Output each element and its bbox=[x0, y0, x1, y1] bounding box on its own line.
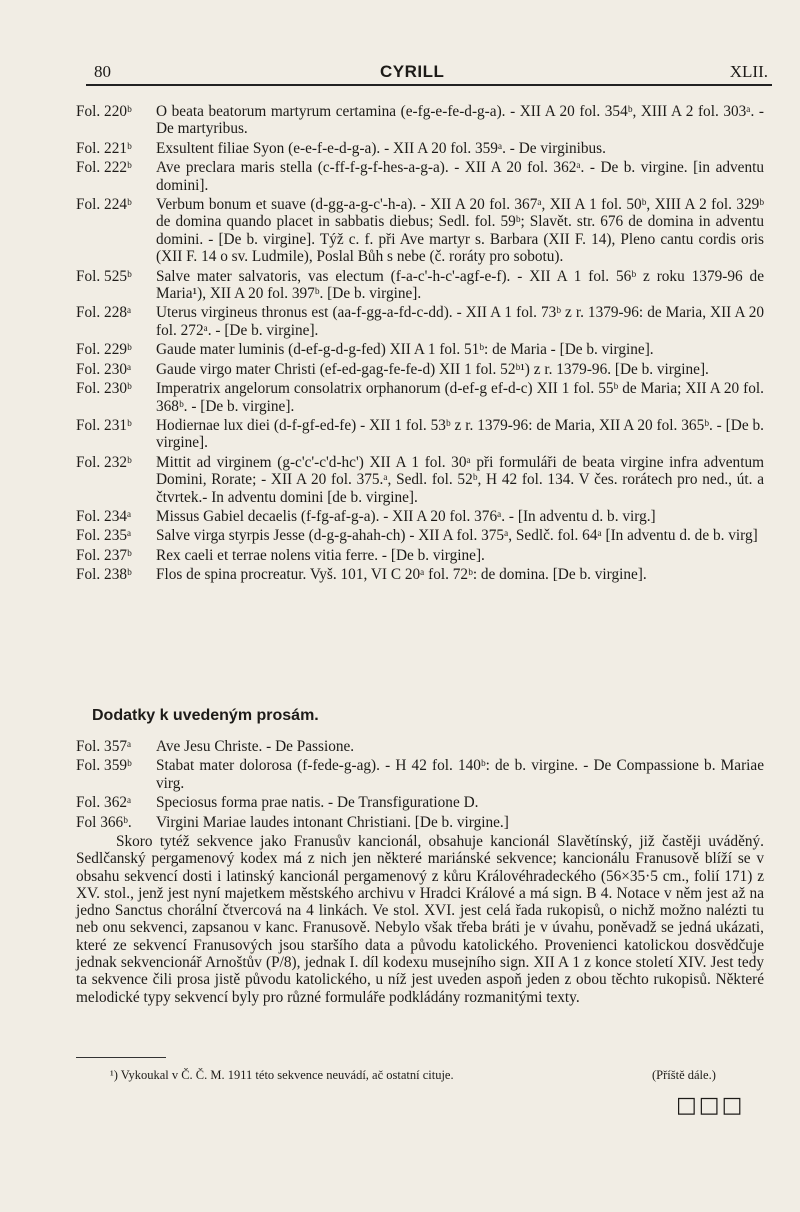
entry-text: Exsultent filiae Syon (e-e-f-e-d-g-a). - XII A 20 fol. 359ᵃ. - De virginibus. bbox=[156, 139, 606, 157]
list-item bbox=[76, 380, 764, 415]
list-item bbox=[76, 196, 764, 266]
entry-text: Virgini Mariae laudes intonant Christiani. [De b. virgine.] bbox=[156, 813, 509, 831]
list-item bbox=[76, 341, 764, 358]
folio-ref: Fol. 235ᵃ bbox=[76, 527, 132, 545]
list-item bbox=[76, 547, 764, 564]
end-mark: □□□ bbox=[676, 1093, 745, 1118]
entry-text: Salve mater salvatoris, vas electum (f-a-c'-h-c'-agf-e-f). - XII A 1 fol. 56ᵇ z roku 1379-96 de Maria¹), XII A 20 fol. 397ᵇ. [De b. virgine]. bbox=[156, 267, 764, 303]
list-item bbox=[76, 140, 764, 157]
folio-ref: Fol. 525ᵇ bbox=[76, 267, 132, 285]
folio-ref: Fol. 359ᵇ bbox=[76, 757, 132, 775]
folio-ref: Fol. 237ᵇ bbox=[76, 546, 132, 564]
folio-ref: Fol. 357ᵃ bbox=[76, 738, 132, 755]
folio-ref: Fol. 222ᵇ bbox=[76, 159, 132, 177]
folio-ref: Fol. 220ᵇ bbox=[76, 103, 132, 120]
folio-ref: Fol. 230ᵇ bbox=[76, 380, 132, 398]
section-heading: Dodatky k uvedeným prosám. bbox=[92, 707, 319, 724]
entry-text: O beata beatorum martyrum certamina (e-fg-e-fe-d-g-a). - XII A 20 fol. 354ᵇ, XIII A 2 fol. 303ᵃ. - De martyribus. bbox=[156, 103, 764, 138]
folio-ref: Fol. 232ᵇ bbox=[76, 453, 132, 471]
list-item bbox=[76, 794, 764, 811]
entry-text: Salve virga styrpis Jesse (d-g-g-ahah-ch) - XII A fol. 375ᵃ, Sedlč. fol. 64ᵃ [In adventu d. de b. virg] bbox=[156, 527, 758, 545]
page-number: 80 bbox=[94, 62, 111, 81]
entry-text: Gaude mater luminis (d-ef-g-d-g-fed) XII A 1 fol. 51ᵇ: de Maria - [De b. virgine]. bbox=[156, 341, 654, 359]
list-item bbox=[76, 417, 764, 452]
list-item bbox=[76, 527, 764, 544]
entry-text: Stabat mater dolorosa (f-fede-g-ag). - H 42 fol. 140ᵇ: de b. virgine. - De Compassione b. Mariae virg. bbox=[156, 757, 764, 792]
folio-ref: Fol. 238ᵇ bbox=[76, 566, 132, 584]
additions-list bbox=[76, 738, 764, 833]
list-item bbox=[76, 268, 764, 303]
running-title: CYRILL bbox=[380, 62, 445, 81]
entry-text: Flos de spina procreatur. Vyš. 101, VI C 20ᵃ fol. 72ᵇ: de domina. [De b. virgine]. bbox=[156, 566, 647, 584]
entry-text: Imperatrix angelorum consolatrix orphanorum (d-ef-g ef-d-c) XII 1 fol. 55ᵇ de Maria; XII A 20 fol. 368ᵇ. - [De b. virgine]. bbox=[156, 380, 764, 415]
chapter-number: XLII. bbox=[729, 62, 768, 81]
list-item bbox=[76, 814, 764, 831]
entry-text: Rex caeli et terrae nolens vitia ferre. - [De b. virgine]. bbox=[156, 546, 485, 564]
folio-ref: Fol. 229ᵇ bbox=[76, 341, 132, 359]
entry-text: Missus Gabiel decaelis (f-fg-af-g-a). - XII A 20 fol. 376ᵃ. - [In adventu d. b. virg.] bbox=[156, 507, 656, 525]
folio-ref: Fol 366ᵇ. bbox=[76, 813, 132, 831]
folio-ref: Fol. 221ᵇ bbox=[76, 139, 132, 157]
page-header bbox=[86, 60, 772, 86]
body-paragraph bbox=[76, 833, 764, 1006]
footnote-rule bbox=[76, 1057, 166, 1058]
entry-text: Mittit ad virginem (g-c'c'-c'd-hc') XII A 1 fol. 30ᵃ při formuláři de beata virgine infra adventum Domini, Rorate; - XII A 20 fol. 375.ᵃ, Sedl. fol. 52ᵇ, H 42 fol. 134. V čes. rorátech pro ned., út. a čtvrtek.- In adventu domini [de b. virgine]. bbox=[156, 453, 764, 506]
entry-text: Gaude virgo mater Christi (ef-ed-gag-fe-fe-d) XII 1 fol. 52ᵇ¹) z r. 1379-96. [De b. virgine]. bbox=[156, 360, 709, 378]
folio-ref: Fol. 230ᵃ bbox=[76, 360, 132, 378]
folio-ref: Fol. 224ᵇ bbox=[76, 196, 132, 214]
list-item bbox=[76, 508, 764, 525]
entry-text: Hodiernae lux diei (d-f-gf-ed-fe) - XII 1 fol. 53ᵇ z r. 1379-96: de Maria, XII A 20 fol. 365ᵇ. - [De b. virgine]. bbox=[156, 416, 764, 452]
list-item bbox=[76, 304, 764, 339]
entry-text: Ave Jesu Christe. - De Passione. bbox=[156, 738, 355, 755]
list-item bbox=[76, 757, 764, 792]
list-item bbox=[76, 566, 764, 583]
folio-ref: Fol. 234ᵃ bbox=[76, 507, 132, 525]
entry-text: Ave preclara maris stella (c-ff-f-g-f-hes-a-g-a). - XII A 20 fol. 362ᵃ. - De b. virgine. [in adventu domini]. bbox=[156, 159, 764, 194]
list-item bbox=[76, 103, 764, 138]
continued-note: (Příště dále.) bbox=[652, 1068, 716, 1082]
folio-ref: Fol. 231ᵇ bbox=[76, 416, 132, 434]
folio-ref: Fol. 362ᵃ bbox=[76, 794, 132, 812]
list-item bbox=[76, 454, 764, 506]
folio-ref: Fol. 228ᵃ bbox=[76, 304, 132, 322]
paragraph-text: Skoro tytéž sekvence jako Franusův kancionál, obsahuje kancionál Slavětínský, již častěji uváděný. Sedlčanský pergamenový kodex má z nich jen některé mariánské sekvence; kancionálu Franusově blíží se v obsahu sekvencí dosti i latinský kancionál pergamenový z kůru Královéhradeckého (56×35·5 cm., folií 171) z XV. stol., jenž jest nyní majetkem městského archivu v Hradci Králové a má sign. B 4. Notace v něm jest až na jedno Sanctus chorální čtvercová na 4 linkách. Ve stol. XVI. jest celá řada rukopisů, o nichž možno nalézti tu neb onu sekvenci, zapsanou v kanc. Franusově. Nebylo však třeba bráti je v úvahu, poněvadž se jedná ukázati, které ze sekvencí Franusových jsou staršího data a původu katolického. Provenienci katolickou dosvědčuje jednak sekvencionář Arnoštův (P/8), jednak I. díl kodexu musejního sign. XII A 1 z konce století XIV. Jest tedy ta sekvence čili prosa jistě původu katolického, u níž jest uveden aspoň jeden z obou těchto rukopisů. Některé melodické typy sekvencí byly pro různé formuláře podkládány rozmanitými texty. bbox=[76, 833, 764, 1006]
entry-text: Speciosus forma prae natis. - De Transfiguratione D. bbox=[156, 794, 479, 812]
entry-text: Uterus virgineus thronus est (aa-f-gg-a-fd-c-dd). - XII A 1 fol. 73ᵇ z r. 1379-96: de Maria, XII A 20 fol. 272ᵃ. - [De b. virgine]. bbox=[156, 304, 764, 339]
list-item bbox=[76, 361, 764, 378]
list-item bbox=[76, 738, 764, 755]
sequence-list bbox=[76, 103, 764, 586]
entry-text: Verbum bonum et suave (d-gg-a-g-c'-h-a). - XII A 20 fol. 367ᵃ, XII A 1 fol. 50ᵇ, XIII A 2 fol. 329ᵇ de domina quando placet in sabbatis diebus; Sedl. fol. 59ᵇ; Slavět. str. 676 de domina in adventu domini. - [De b. virgine]. Týž c. f. při Ave martyr s. Barbara (XII F. 14), Pleno cantu cordis oris (XII F. 14 o sv. Ludmile), Poslal Bůh s nebe (č. roráty pro sobotu). bbox=[156, 196, 764, 266]
footnote: ¹) Vykoukal v Č. Č. M. 1911 této sekvence neuvádí, ač ostatní cituje. bbox=[110, 1068, 454, 1082]
list-item bbox=[76, 159, 764, 194]
